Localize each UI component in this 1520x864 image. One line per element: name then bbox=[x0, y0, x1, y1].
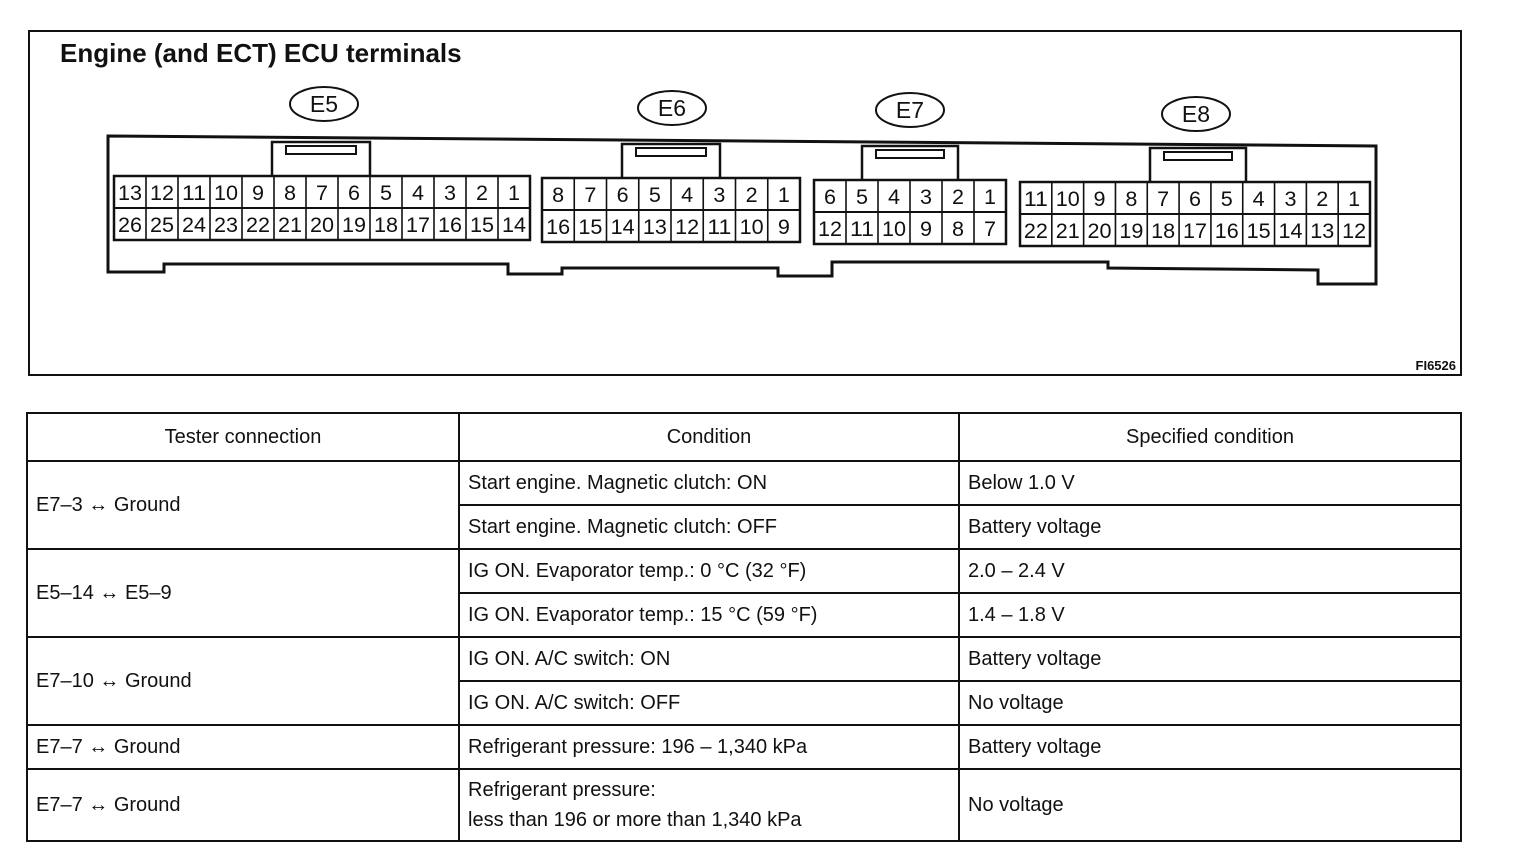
pin-number: 20 bbox=[1087, 220, 1112, 243]
pin-number: 7 bbox=[1157, 188, 1170, 211]
connector-name: E7 bbox=[895, 97, 925, 123]
pin-number: 13 bbox=[642, 216, 667, 239]
pin-number: 26 bbox=[118, 214, 142, 237]
latch-slot bbox=[1164, 152, 1232, 160]
pin-number: 5 bbox=[1220, 188, 1233, 211]
pin-number: 16 bbox=[546, 216, 571, 239]
tester-connection-cell: E7–3 ↔ Ground bbox=[27, 461, 459, 549]
connector-e5 bbox=[114, 87, 530, 240]
pin-number: 14 bbox=[502, 214, 527, 237]
pin-number: 6 bbox=[1189, 188, 1201, 211]
pin-number: 24 bbox=[182, 214, 207, 237]
pin-number: 2 bbox=[745, 184, 758, 207]
pin-number: 9 bbox=[777, 216, 790, 239]
pin-number: 22 bbox=[246, 214, 270, 237]
tester-connection-cell: E7–7 ↔ Ground bbox=[27, 769, 459, 841]
pin-number: 11 bbox=[850, 218, 874, 241]
pin-number: 17 bbox=[1183, 220, 1207, 243]
condition-cell: Start engine. Magnetic clutch: ON bbox=[459, 461, 959, 505]
pin-number: 13 bbox=[1310, 220, 1335, 243]
spec-cell: Battery voltage bbox=[959, 725, 1461, 769]
connector-label bbox=[876, 93, 944, 127]
table-row bbox=[27, 725, 1461, 769]
pin-number: 14 bbox=[1278, 220, 1303, 243]
table-header-row bbox=[27, 413, 1461, 461]
condition-line: Refrigerant pressure: bbox=[468, 779, 656, 801]
header-tester-connection: Tester connection bbox=[27, 413, 459, 461]
pin-number: 8 bbox=[284, 182, 296, 205]
connector-name: E8 bbox=[1181, 101, 1211, 127]
pin-number: 22 bbox=[1023, 220, 1048, 243]
pin-number: 6 bbox=[824, 186, 836, 209]
pin-number: 21 bbox=[1055, 220, 1080, 243]
connector-label bbox=[1162, 97, 1230, 131]
pin-number: 10 bbox=[214, 182, 238, 205]
connector-name: E5 bbox=[309, 91, 339, 117]
pin-number: 4 bbox=[1252, 188, 1265, 211]
pin-number: 21 bbox=[278, 214, 302, 237]
pin-number: 25 bbox=[150, 214, 174, 237]
pin-number: 2 bbox=[476, 182, 488, 205]
pin-number: 20 bbox=[310, 214, 334, 237]
pin-number: 5 bbox=[380, 182, 392, 205]
connector-e8 bbox=[1020, 97, 1370, 246]
pin-number: 3 bbox=[920, 186, 932, 209]
connector-e6 bbox=[542, 91, 800, 242]
pin-number: 12 bbox=[818, 218, 842, 241]
tester-connection-cell: E7–7 ↔ Ground bbox=[27, 725, 459, 769]
pin-number: 12 bbox=[1342, 220, 1367, 243]
connector-label bbox=[290, 87, 358, 121]
header-specified-condition: Specified condition bbox=[959, 413, 1461, 461]
pin-number: 19 bbox=[1119, 220, 1144, 243]
pin-number: 19 bbox=[342, 214, 366, 237]
spec-cell: Battery voltage bbox=[959, 637, 1461, 681]
spec-cell: 2.0 – 2.4 V bbox=[959, 549, 1461, 593]
pin-number: 11 bbox=[182, 182, 206, 205]
pin-number: 12 bbox=[675, 216, 700, 239]
tester-connection-cell: E5–14 ↔ E5–9 bbox=[27, 549, 459, 637]
figure-id: FI6526 bbox=[1415, 358, 1456, 373]
connector-name: E6 bbox=[657, 95, 687, 121]
pin-number: 9 bbox=[252, 182, 264, 205]
pin-number: 5 bbox=[648, 184, 661, 207]
connectors-group bbox=[114, 87, 1370, 246]
pin-number: 2 bbox=[1316, 188, 1329, 211]
pin-number: 7 bbox=[984, 218, 996, 241]
latch-slot bbox=[286, 146, 356, 154]
table-row bbox=[27, 769, 1461, 841]
pin-number: 9 bbox=[920, 218, 932, 241]
condition-cell: Refrigerant pressure: 196 – 1,340 kPa bbox=[459, 725, 959, 769]
pin-number: 17 bbox=[406, 214, 430, 237]
pin-number: 5 bbox=[856, 186, 868, 209]
spec-cell: 1.4 – 1.8 V bbox=[959, 593, 1461, 637]
pin-number: 8 bbox=[952, 218, 964, 241]
pin-number: 10 bbox=[1055, 188, 1080, 211]
pin-number: 12 bbox=[150, 182, 174, 205]
pin-number: 1 bbox=[984, 186, 996, 209]
pin-number: 15 bbox=[470, 214, 494, 237]
table-row bbox=[27, 549, 1461, 593]
connector-e7 bbox=[814, 93, 1006, 244]
connector-diagram bbox=[0, 0, 1520, 400]
pin-number: 10 bbox=[882, 218, 906, 241]
pin-number: 6 bbox=[616, 184, 629, 207]
table-row bbox=[27, 637, 1461, 681]
tester-table bbox=[26, 412, 1462, 842]
pin-number: 9 bbox=[1093, 188, 1106, 211]
pin-number: 11 bbox=[1023, 188, 1048, 211]
pin-number: 1 bbox=[1348, 188, 1361, 211]
spec-cell: No voltage bbox=[959, 681, 1461, 725]
pin-number: 6 bbox=[348, 182, 360, 205]
pin-number: 16 bbox=[438, 214, 462, 237]
spec-cell: Battery voltage bbox=[959, 505, 1461, 549]
tester-connection-cell: E7–10 ↔ Ground bbox=[27, 637, 459, 725]
header-condition: Condition bbox=[459, 413, 959, 461]
diagram-title: Engine (and ECT) ECU terminals bbox=[60, 38, 462, 68]
condition-line: less than 196 or more than 1,340 kPa bbox=[468, 809, 802, 831]
condition-cell: IG ON. Evaporator temp.: 0 °C (32 °F) bbox=[459, 549, 959, 593]
pin-number: 13 bbox=[118, 182, 142, 205]
pin-number: 16 bbox=[1214, 220, 1239, 243]
pin-number: 11 bbox=[707, 216, 732, 239]
pin-number: 23 bbox=[214, 214, 238, 237]
pin-number: 3 bbox=[1284, 188, 1297, 211]
pin-number: 4 bbox=[681, 184, 694, 207]
pin-number: 15 bbox=[1246, 220, 1271, 243]
pin-number: 8 bbox=[1125, 188, 1138, 211]
connector-label bbox=[638, 91, 706, 125]
condition-cell: IG ON. A/C switch: ON bbox=[459, 637, 959, 681]
pin-number: 4 bbox=[888, 186, 901, 209]
pin-number: 8 bbox=[552, 184, 565, 207]
latch-slot bbox=[636, 148, 706, 156]
pin-number: 15 bbox=[578, 216, 603, 239]
condition-cell: Start engine. Magnetic clutch: OFF bbox=[459, 505, 959, 549]
spec-cell: Below 1.0 V bbox=[959, 461, 1461, 505]
condition-cell bbox=[459, 769, 959, 841]
pin-number: 4 bbox=[412, 182, 425, 205]
condition-cell: IG ON. Evaporator temp.: 15 °C (59 °F) bbox=[459, 593, 959, 637]
pin-number: 7 bbox=[584, 184, 597, 207]
pin-number: 3 bbox=[444, 182, 456, 205]
pin-number: 2 bbox=[952, 186, 964, 209]
pin-number: 1 bbox=[777, 184, 790, 207]
table-row bbox=[27, 461, 1461, 505]
condition-cell: IG ON. A/C switch: OFF bbox=[459, 681, 959, 725]
pin-number: 18 bbox=[374, 214, 398, 237]
pin-number: 7 bbox=[316, 182, 328, 205]
pin-number: 10 bbox=[739, 216, 764, 239]
pin-number: 18 bbox=[1151, 220, 1176, 243]
pin-number: 1 bbox=[508, 182, 520, 205]
pin-number: 14 bbox=[610, 216, 635, 239]
latch-slot bbox=[876, 150, 944, 158]
spec-cell: No voltage bbox=[959, 769, 1461, 841]
pin-number: 3 bbox=[713, 184, 726, 207]
